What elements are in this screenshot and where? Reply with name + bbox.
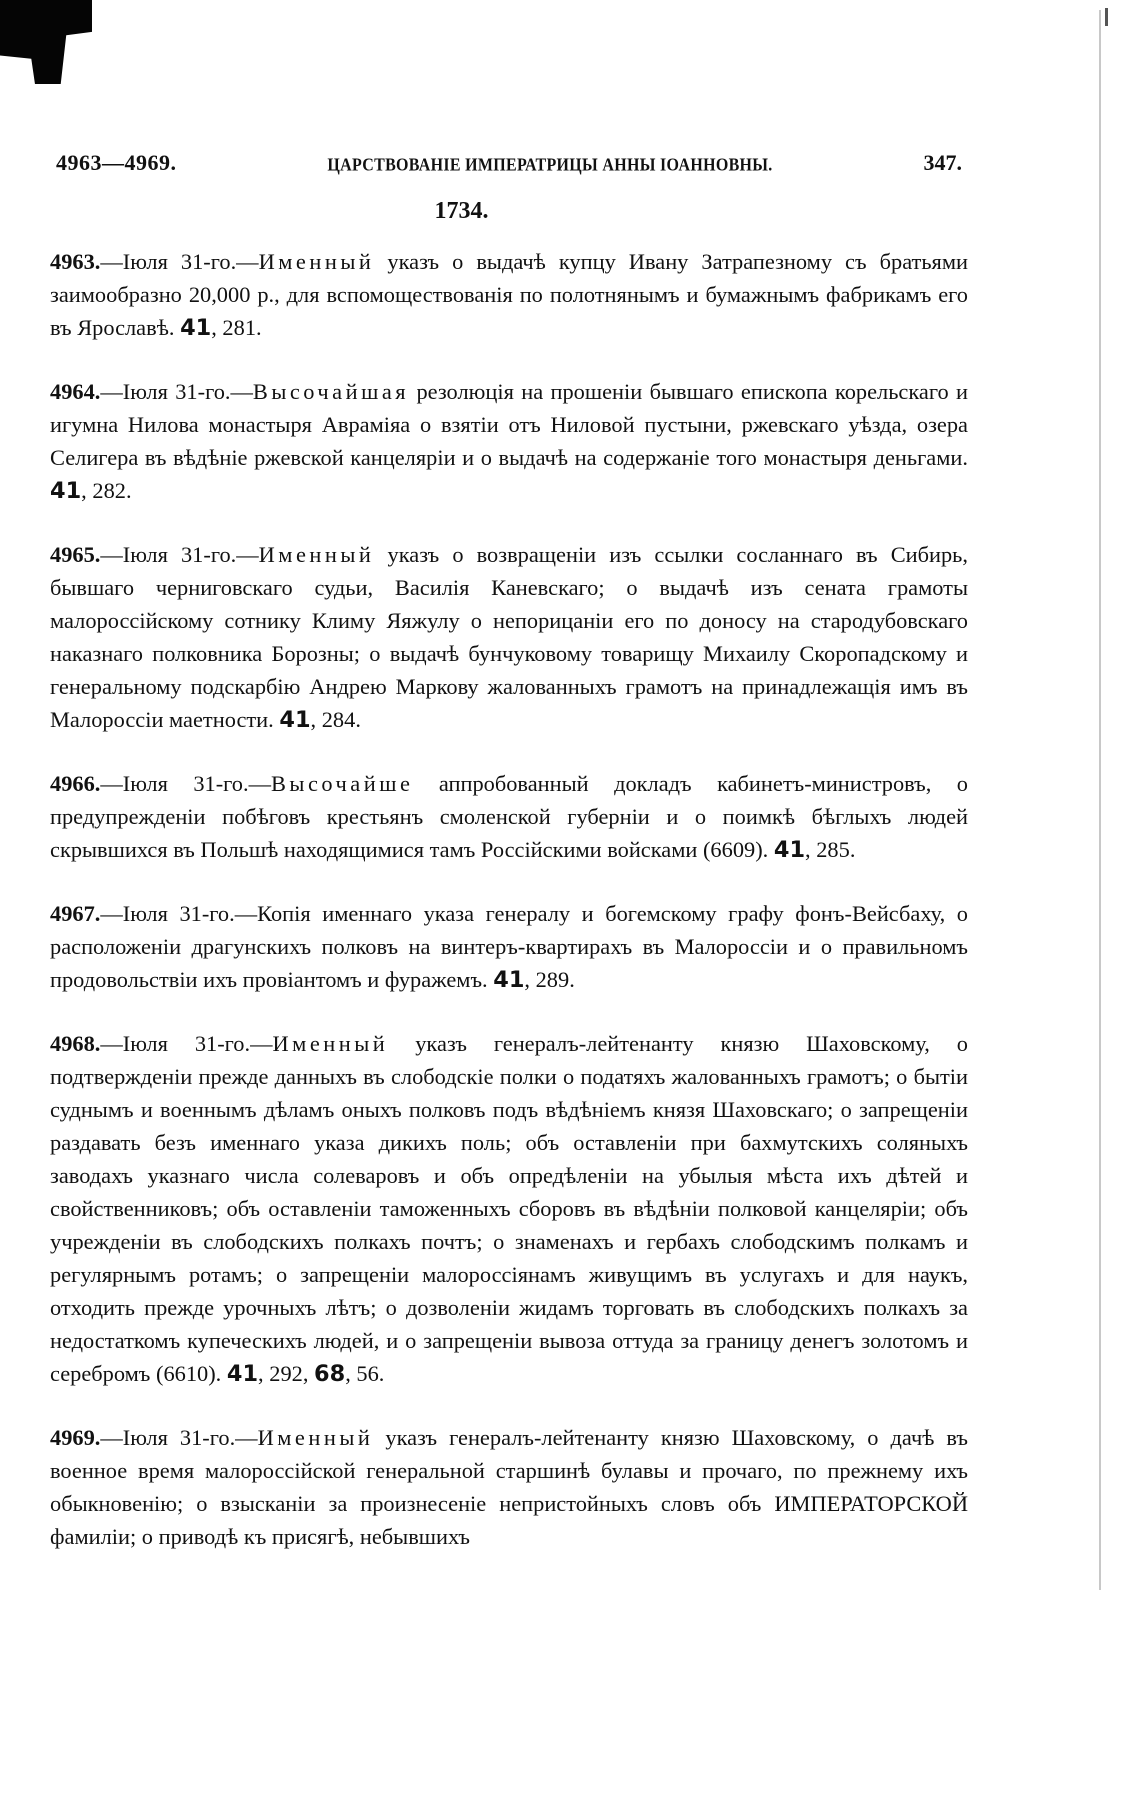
entry-4965 <box>50 538 968 737</box>
source-pages: , 284. <box>310 707 361 732</box>
source-volume: 41 <box>226 1361 259 1387</box>
entry-date: —Іюля 31-го.— <box>100 542 259 567</box>
entry-number: 4968. <box>50 1031 101 1056</box>
entry-text: указъ генералъ-лейтенанту князю Шаховскому, о дачѣ въ военное время малороссійской генеральной старшинѣ булавы и прочаго, по прежнему ихъ обыкновенію; о взысканіи за произнесеніе непристойныхъ словъ объ ИМПЕРАТОРСКОЙ фамиліи; о приводѣ къ присягѣ, небывшихъ <box>50 1425 968 1549</box>
entry-number: 4969. <box>50 1425 101 1450</box>
source-volume: 41 <box>279 707 311 733</box>
source-volume: 41 <box>773 837 806 863</box>
entry-number: 4966. <box>50 771 101 796</box>
scan-artifact-edge <box>1099 10 1101 1590</box>
entry-4966 <box>50 767 968 867</box>
entry-4968 <box>50 1027 968 1391</box>
entry-text: указъ о выдачѣ купцу Ивану Затрапезному съ братьями заимообразно 20,000 р., для вспомоществованія по полотнянымъ и бумажнымъ фабрикамъ его въ Ярославѣ. <box>50 249 969 340</box>
year-heading: 1734. <box>434 198 489 224</box>
entry-text: резолюція на прошеніи бывшаго епископа корельскаго и игумна Нилова монастыря Авраміяа о взятіи отъ Ниловой пустыни, ржевскаго уѣзда, озера Селигера въ вѣдѣніе ржевской канцеляріи и о выдачѣ на содержаніе того монастыря деньгами. <box>50 379 968 470</box>
source-volume-2: 68 <box>314 1361 346 1387</box>
entry-number: 4963. <box>50 249 101 274</box>
entry-text: указъ о возвращеніи изъ ссылки сосланнаго въ Сибирь, бывшаго черниговскаго судьи, Василія Каневскаго; о выдачѣ изъ сената грамоты малороссійскому сотнику Климу Яяжулу о непорицаніи его по доносу на стародубовскаго наказнаго полковника Борозны; о выдачѣ бунчуковому товарищу Михаилу Скоропадскому и генеральному подскарбію Андрею Маркову жалованныхъ грамотъ на принадлежащія имъ въ Малороссіи маетности. <box>50 542 968 732</box>
running-head <box>50 150 968 176</box>
entry-date: —Іюля 31-го.— <box>100 771 271 796</box>
entry-4967 <box>50 897 968 997</box>
page-number: 347. <box>923 150 962 175</box>
entry-doc-type: Именный <box>272 1031 389 1056</box>
source-pages: , 292, <box>258 1361 315 1386</box>
entry-doc-type: Высочайшая <box>252 379 410 404</box>
entry-date: —Іюля 31-го.— <box>100 1031 273 1056</box>
entry-date: —Іюля 31-го.— <box>100 901 258 926</box>
source-pages: , 282. <box>81 478 132 503</box>
entry-date: —Іюля 31-го.— <box>100 1425 258 1450</box>
source-volume: 41 <box>50 478 82 504</box>
entry-doc-type: Именный <box>257 1425 374 1450</box>
entry-4964 <box>50 375 968 508</box>
scan-artifact-corner <box>0 0 92 84</box>
entry-4963 <box>50 245 968 345</box>
document-page <box>50 150 968 1583</box>
entry-number: 4965. <box>50 542 101 567</box>
entry-date: —Іюля 31-го.— <box>100 379 253 404</box>
entry-date: —Іюля 31-го.— <box>100 249 259 274</box>
entry-number: 4964. <box>50 379 101 404</box>
entry-doc-type: Высочайше <box>270 771 414 796</box>
entry-text: указъ генералъ-лейтенанту князю Шаховскому, о подтвержденіи прежде данныхъ въ слободскіе полки о податяхъ жалованныхъ грамотъ; о бытіи суднымъ и военнымъ дѣламъ оныхъ полковъ подъ вѣдѣніемъ князя Шаховскаго; о запрещеніи раздавать безъ именнаго указа дикихъ поль; объ оставленіи при бахмутскихъ соляныхъ заводахъ указнаго числа солеваровъ и объ опредѣленіи на убылыя мѣста ихъ дѣтей и свойственниковъ; объ оставленіи таможенныхъ сборовъ въ вѣдѣніи полковой канцеляріи; объ учрежденіи въ слободскихъ полкахъ почтъ; о знаменахъ и гербахъ слободскимъ полкамъ и регулярнымъ ротамъ; о запрещеніи малороссіянамъ живущимъ въ услугахъ и для наукъ, отходить прежде урочныхъ лѣтъ; о дозволеніи жидамъ торговать въ слободскихъ полкахъ за недостаткомъ купеческихъ людей, и о запрещеніи вывоза оттуда за границу денегъ золотомъ и серебромъ (6610). <box>50 1031 968 1386</box>
entry-text: Копія именнаго указа генералу и богемскому графу фонъ-Вейсбаху, о расположеніи драгунскихъ полковъ на винтеръ-квартирахъ въ Малороссіи и о правильномъ продовольствіи ихъ провіантомъ и фуражемъ. <box>50 901 969 992</box>
source-volume: 41 <box>180 315 212 341</box>
source-volume: 41 <box>493 967 525 993</box>
entry-text: аппробованный докладъ кабинетъ-министровъ, о предупрежденіи побѣговъ крестьянъ смоленской губерніи и о поимкѣ бѣглыхъ людей скрывшихся въ Польшѣ находящимися тамъ Россійскими войсками (6609). <box>50 771 968 862</box>
entry-doc-type: Именный <box>258 249 375 274</box>
entry-number: 4967. <box>50 901 101 926</box>
source-pages: , 281. <box>211 315 262 340</box>
scan-artifact-edge-top <box>1105 8 1108 26</box>
running-title: ЦАРСТВОВАНІЕ ИМПЕРАТРИЦЫ АННЫ ІОАННОВНЫ. <box>327 155 773 176</box>
entry-range: 4963—4969. <box>56 150 177 175</box>
entry-doc-type: Именный <box>258 542 375 567</box>
entry-4969 <box>50 1421 968 1553</box>
source-pages: , 285. <box>805 837 856 862</box>
source-pages: , 289. <box>524 967 575 992</box>
source-pages-2: , 56. <box>345 1361 385 1386</box>
